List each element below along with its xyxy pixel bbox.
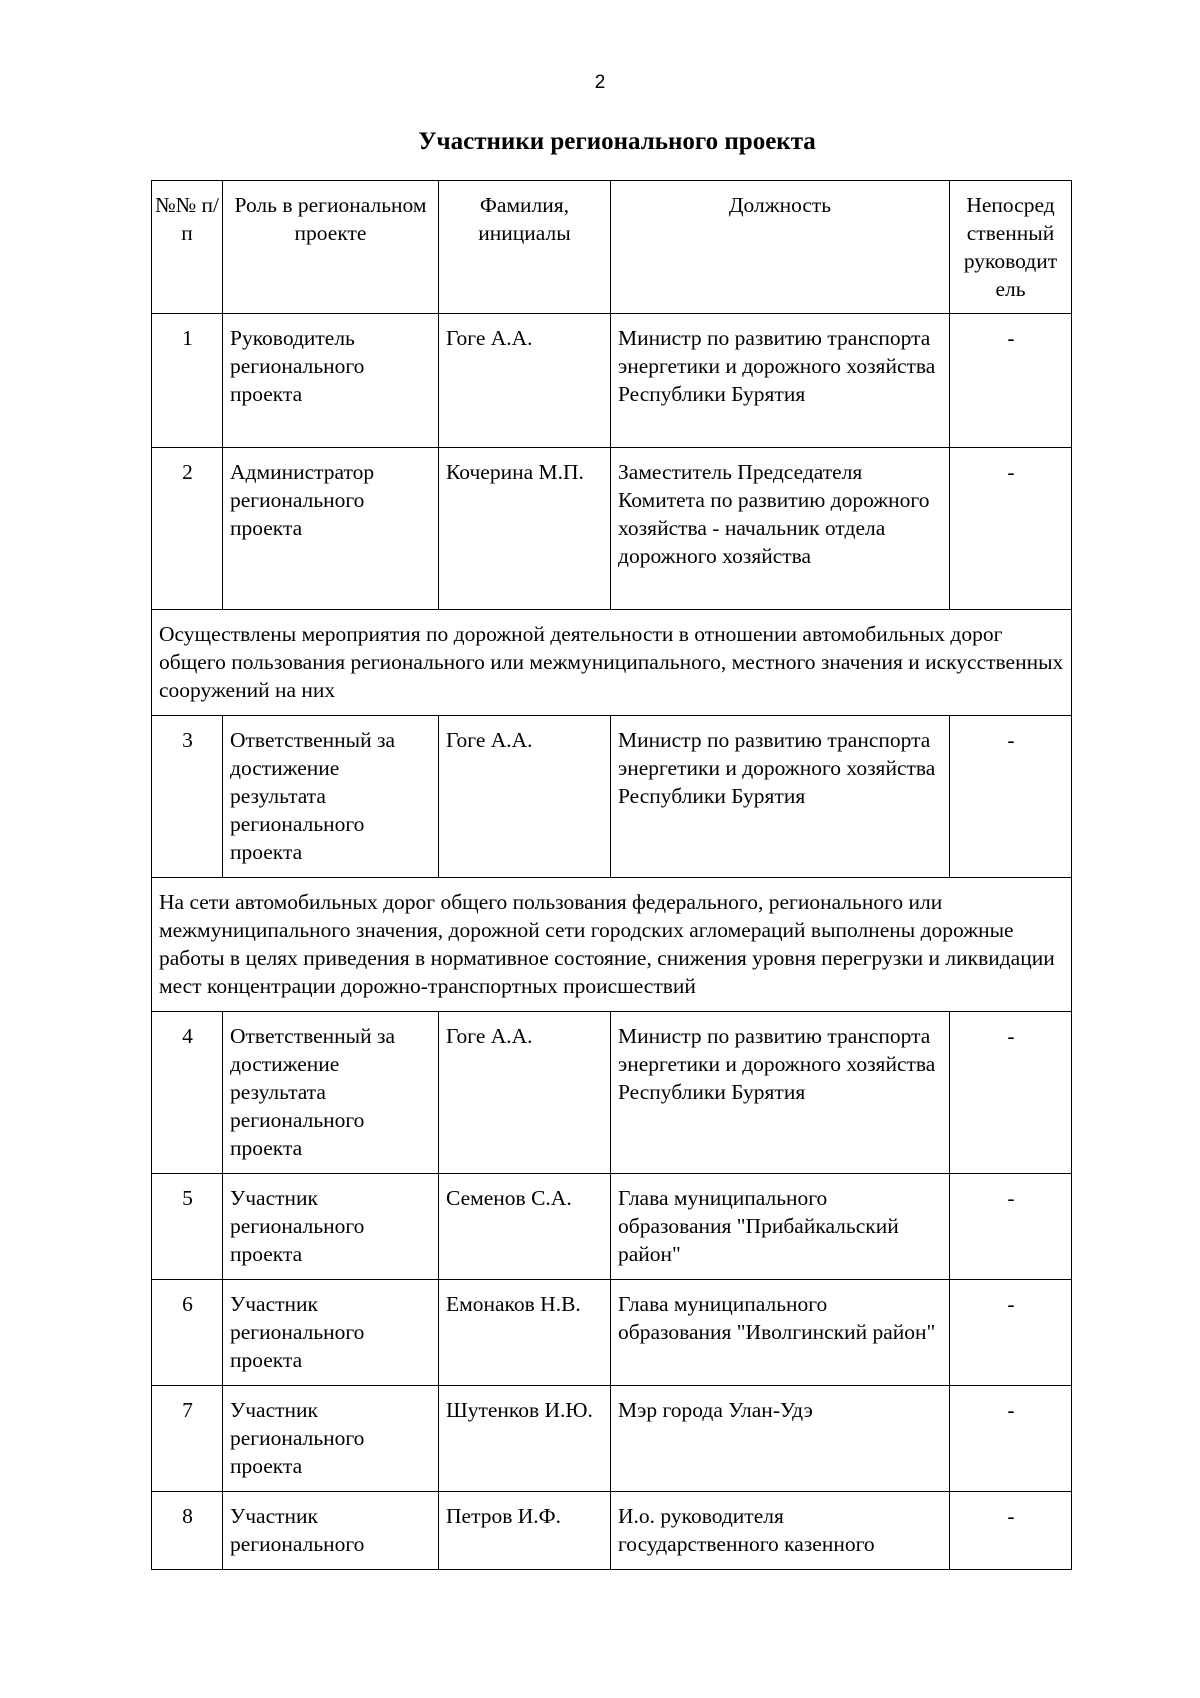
- table-row: [152, 1280, 1072, 1386]
- row-role: Участник регионального: [223, 1492, 439, 1570]
- table-header-row: [152, 181, 1072, 314]
- row-supervisor: -: [950, 314, 1072, 448]
- row-position: Глава муниципального образования "Прибайкальский район": [611, 1174, 950, 1280]
- row-role: Участник регионального проекта: [223, 1386, 439, 1492]
- section-heading: Осуществлены мероприятия по дорожной деятельности в отношении автомобильных дорог общего пользования регионального или межмуниципального, местного значения и искусственных сооружений на них: [152, 610, 1072, 716]
- row-number: 6: [152, 1280, 223, 1386]
- row-role: Руководитель регионального проекта: [223, 314, 439, 448]
- column-header-number: №№ п/п: [152, 181, 223, 314]
- row-role: Участник регионального проекта: [223, 1174, 439, 1280]
- row-supervisor: -: [950, 1280, 1072, 1386]
- page-number: 2: [594, 72, 606, 93]
- row-supervisor: -: [950, 1492, 1072, 1570]
- table-row: [152, 314, 1072, 448]
- row-role: Ответственный за достижение результата регионального проекта: [223, 716, 439, 878]
- row-name: Емонаков Н.В.: [439, 1280, 611, 1386]
- row-position: Министр по развитию транспорта энергетики и дорожного хозяйства Республики Бурятия: [611, 1012, 950, 1174]
- row-position: Министр по развитию транспорта энергетики и дорожного хозяйства Республики Бурятия: [611, 314, 950, 448]
- row-supervisor: -: [950, 1174, 1072, 1280]
- row-number: 7: [152, 1386, 223, 1492]
- table-row: [152, 448, 1072, 610]
- row-position: Глава муниципального образования "Иволгинский район": [611, 1280, 950, 1386]
- row-name: Гоге А.А.: [439, 716, 611, 878]
- row-name: Гоге А.А.: [439, 314, 611, 448]
- page-title: Участники регионального проекта: [418, 128, 816, 155]
- row-supervisor: -: [950, 1386, 1072, 1492]
- row-position: И.о. руководителя государственного казенного: [611, 1492, 950, 1570]
- row-position: Мэр города Улан-Удэ: [611, 1386, 950, 1492]
- row-supervisor: -: [950, 448, 1072, 610]
- row-number: 1: [152, 314, 223, 448]
- row-name: Семенов С.А.: [439, 1174, 611, 1280]
- row-supervisor: -: [950, 1012, 1072, 1174]
- row-number: 3: [152, 716, 223, 878]
- participants-table: [151, 180, 1072, 1570]
- section-row: [152, 610, 1072, 716]
- table-row: [152, 1174, 1072, 1280]
- row-number: 4: [152, 1012, 223, 1174]
- row-position: Министр по развитию транспорта энергетики и дорожного хозяйства Республики Бурятия: [611, 716, 950, 878]
- row-role: Администратор регионального проекта: [223, 448, 439, 610]
- row-supervisor: -: [950, 716, 1072, 878]
- table-row: [152, 1492, 1072, 1570]
- row-number: 5: [152, 1174, 223, 1280]
- row-name: Шутенков И.Ю.: [439, 1386, 611, 1492]
- section-heading: На сети автомобильных дорог общего пользования федерального, регионального или межмуниципального значения, дорожной сети городских агломераций выполнены дорожные работы в целях приведения в нормативное состояние, снижения уровня перегрузки и ликвидации мест концентрации дорожно-транспортных происшествий: [152, 878, 1072, 1012]
- row-number: 8: [152, 1492, 223, 1570]
- row-number: 2: [152, 448, 223, 610]
- section-row: [152, 878, 1072, 1012]
- row-name: Кочерина М.П.: [439, 448, 611, 610]
- row-name: Гоге А.А.: [439, 1012, 611, 1174]
- table-row: [152, 1012, 1072, 1174]
- table-row: [152, 716, 1072, 878]
- table-row: [152, 1386, 1072, 1492]
- column-header-position: Должность: [611, 181, 950, 314]
- row-name: Петров И.Ф.: [439, 1492, 611, 1570]
- row-position: Заместитель Председателя Комитета по развитию дорожного хозяйства - начальник отдела дорожного хозяйства: [611, 448, 950, 610]
- row-role: Участник регионального проекта: [223, 1280, 439, 1386]
- column-header-name: Фамилия, инициалы: [439, 181, 611, 314]
- column-header-role: Роль в региональном проекте: [223, 181, 439, 314]
- column-header-supervisor: Непосред ственный руководит ель: [950, 181, 1072, 314]
- row-role: Ответственный за достижение результата регионального проекта: [223, 1012, 439, 1174]
